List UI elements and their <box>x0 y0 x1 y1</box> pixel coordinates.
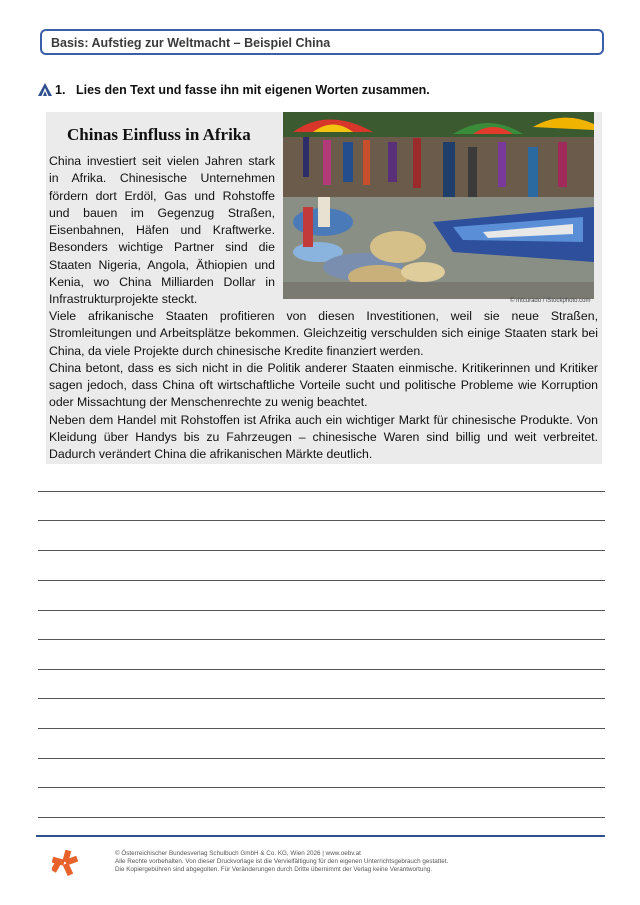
answer-line[interactable] <box>38 698 605 699</box>
task-instruction: Lies den Text und fasse ihn mit eigenen Worten zusammen. <box>76 83 430 97</box>
answer-line[interactable] <box>38 520 605 521</box>
footer-divider <box>36 835 605 837</box>
answer-line[interactable] <box>38 817 605 818</box>
header-box <box>40 29 604 55</box>
footer-line: © Österreichischer Bundesverlag Schulbuch GmbH & Co. KG, Wien 2026 | www.oebv.at <box>115 850 361 857</box>
photo-credit: © mtcurado / iStockphoto.com <box>510 298 591 304</box>
article-intro-text: China investiert seit vielen Jahren stark in Afrika. Chinesische Unternehmen fördern dort Erdöl, Gas und Rohstoffe und bauen im Gegenzug Straßen, Eisenbahnen, Häfen und Kraftwerke. Besonders wichtige Partner sind die Staaten Nigeria, Angola, Äthiopien und Kenia, wo China Milliarden Dollar in Infrastrukturprojekte steckt. <box>49 154 275 307</box>
answer-line[interactable] <box>38 669 605 670</box>
answer-line[interactable] <box>38 491 605 492</box>
triangle-level-icon <box>38 83 52 96</box>
answer-line[interactable] <box>38 580 605 581</box>
oebv-logo-icon <box>52 850 78 876</box>
answer-line[interactable] <box>38 758 605 759</box>
market-photo <box>283 112 594 299</box>
task-number: 1. <box>55 83 66 97</box>
answer-line[interactable] <box>38 550 605 551</box>
answer-line[interactable] <box>38 728 605 729</box>
article-paragraph: China betont, dass es sich nicht in die Politik anderer Staaten einmische. Kritikerinnen und Kritiker sagen jedoch, dass China oft wirtschaftliche Vorteile sucht und politische Probleme wie Korruption oder Missachtung der Menschenrechte zu wenig beachtet. <box>49 360 598 410</box>
answer-line[interactable] <box>38 787 605 788</box>
article-body <box>49 308 598 464</box>
article-paragraph: Neben dem Handel mit Rohstoffen ist Afrika auch ein wichtiger Markt für chinesische Produkte. Von Kleidung über Handys bis zu Fahrzeugen – chinesische Waren sind billig und weit verbreitet. Dadurch verändert China die afrikanischen Märkte deutlich. <box>49 412 598 462</box>
article-title: Chinas Einfluss in Afrika <box>67 125 251 144</box>
worksheet-title: Basis: Aufstieg zur Weltmacht – Beispiel China <box>51 36 331 50</box>
answer-line[interactable] <box>38 610 605 611</box>
footer-copyright <box>115 850 448 874</box>
footer-line: Die Kopiergebühren sind abgegolten. Für Veränderungen durch Dritte übernimmt der Verlag keine Verantwortung. <box>115 866 433 873</box>
article-paragraph: Viele afrikanische Staaten profitieren von diesen Investitionen, weil sie neue Straßen, Stromleitungen und Arbeitsplätze bekommen. Gleichzeitig verschulden sich einige Staaten stark bei China, da viele Projekte durch chinesische Kredite finanziert werden. <box>49 309 598 358</box>
footer-line: Alle Rechte vorbehalten. Von dieser Druckvorlage ist die Vervielfältigung für den eigenen Unterrichtsgebrauch gestattet. <box>115 858 449 865</box>
answer-line[interactable] <box>38 639 605 640</box>
